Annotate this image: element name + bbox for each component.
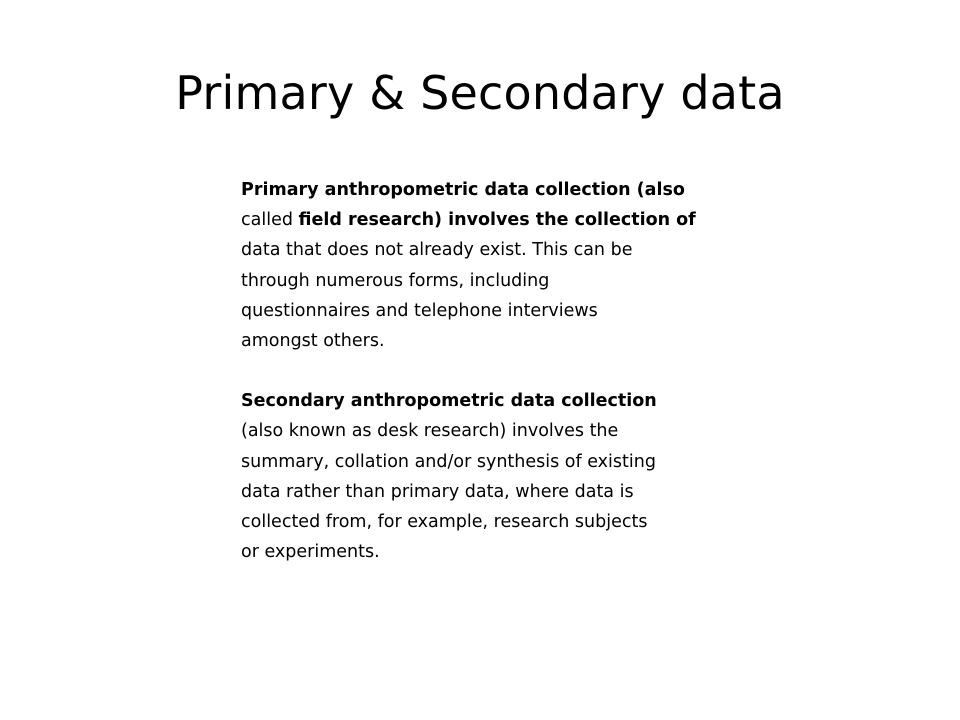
paragraph-secondary [241,386,711,567]
text-run: data that does not already exist. This can be [241,240,633,261]
text-line [241,416,711,446]
text-run: summary, collation and/or synthesis of existing [241,451,656,472]
text-line [241,507,711,537]
text-line [241,205,711,235]
text-run: Secondary anthropometric data collection [241,391,657,412]
paragraph-primary [241,175,711,356]
slide-body [241,175,711,567]
text-run: or experiments. [241,542,380,563]
text-run: questionnaires and telephone interviews [241,300,598,321]
text-run: field research) involves the collection of [298,210,696,231]
text-line [241,235,711,265]
text-run: through numerous forms, including [241,270,550,291]
text-line [241,477,711,507]
text-line [241,386,711,416]
text-line [241,326,711,356]
text-line [241,175,711,205]
text-run: (also known as desk research) involves the [241,421,619,442]
text-line [241,296,711,326]
text-run: data rather than primary data, where data is [241,481,634,502]
text-line [241,266,711,296]
text-run: collected from, for example, research subjects [241,512,648,533]
text-line [241,537,711,567]
text-line [241,447,711,477]
slide-title: Primary & Secondary data [175,66,785,120]
text-run: amongst others. [241,331,385,352]
text-run: Primary anthropometric data collection (also [241,180,685,200]
text-run: called [241,210,299,231]
